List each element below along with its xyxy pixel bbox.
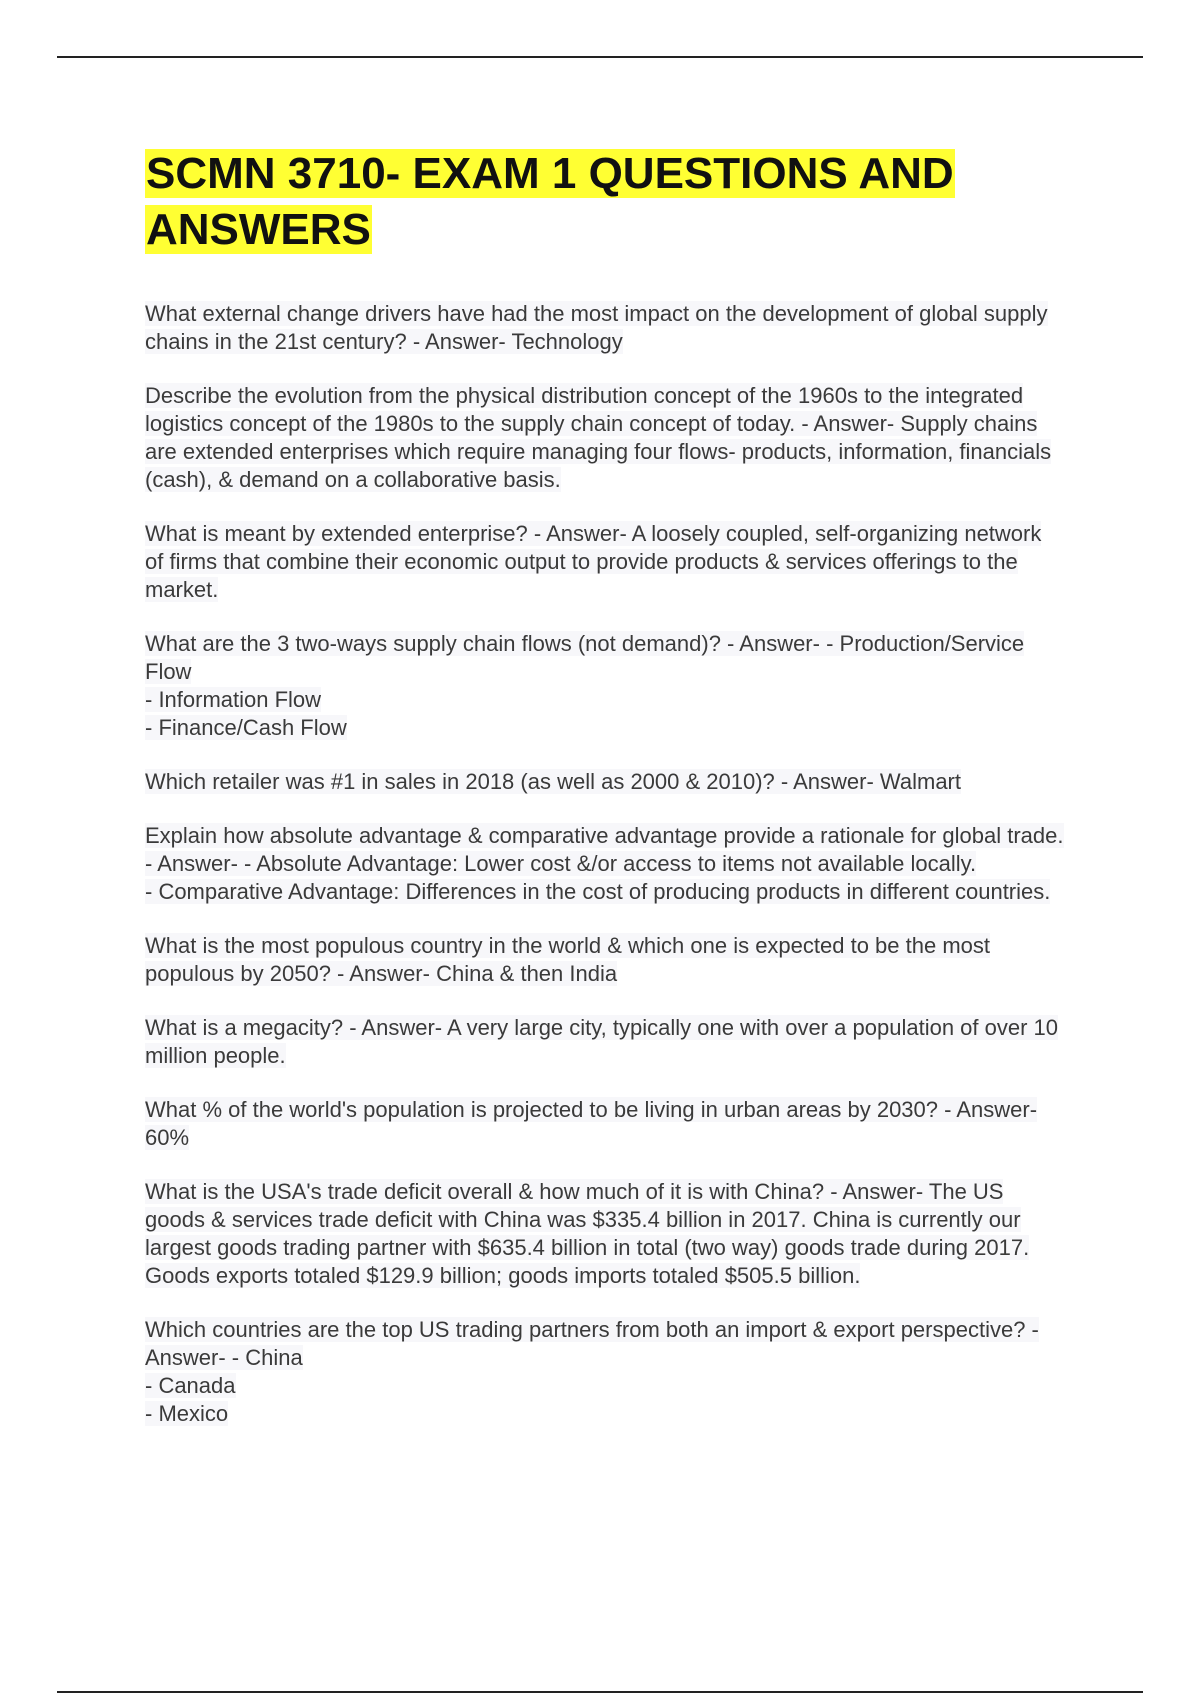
qa-item bbox=[145, 1316, 1065, 1428]
qa-item bbox=[145, 1096, 1065, 1152]
document-title bbox=[145, 146, 1065, 258]
qa-text: What are the 3 two-ways supply chain flows (not demand)? - Answer- - Production/Service Flow - Information Flow - Finance/Cash Flow bbox=[145, 631, 1025, 740]
page-bottom-rule bbox=[57, 1691, 1143, 1693]
qa-text: What is meant by extended enterprise? - Answer- A loosely coupled, self-organizing network of firms that combine their economic output to provide products & services offerings to the market. bbox=[145, 521, 1042, 602]
qa-text: What % of the world's population is projected to be living in urban areas by 2030? - Answer- 60% bbox=[145, 1097, 1038, 1150]
qa-item bbox=[145, 822, 1065, 906]
page-top-rule bbox=[57, 56, 1143, 58]
qa-text: What external change drivers have had the most impact on the development of global supply chains in the 21st century? - Answer- Technology bbox=[145, 301, 1048, 354]
qa-item bbox=[145, 382, 1065, 494]
qa-item bbox=[145, 630, 1065, 742]
qa-item bbox=[145, 768, 1065, 796]
qa-item bbox=[145, 300, 1065, 356]
qa-item bbox=[145, 520, 1065, 604]
qa-item bbox=[145, 1178, 1065, 1290]
qa-text: What is a megacity? - Answer- A very large city, typically one with over a population of over 10 million people. bbox=[145, 1015, 1059, 1068]
qa-text: Explain how absolute advantage & comparative advantage provide a rationale for global trade. - Answer- - Absolute Advantage: Lower cost &/or access to items not available locally. - Comparative Advantage: Differences in the cost of producing products in different countries. bbox=[145, 823, 1064, 904]
document-title-text: SCMN 3710- EXAM 1 QUESTIONS AND ANSWERS bbox=[146, 149, 954, 254]
qa-text: Describe the evolution from the physical distribution concept of the 1960s to the integrated logistics concept of the 1980s to the supply chain concept of today. - Answer- Supply chains are extended enterprises which require managing four flows- products, information, financials (cash), & demand on a collaborative basis. bbox=[145, 383, 1052, 492]
qa-text: What is the most populous country in the world & which one is expected to be the most populous by 2050? - Answer- China & then India bbox=[145, 933, 991, 986]
qa-text: Which retailer was #1 in sales in 2018 (as well as 2000 & 2010)? - Answer- Walmart bbox=[145, 769, 961, 794]
qa-list bbox=[145, 300, 1065, 1428]
qa-text: Which countries are the top US trading partners from both an import & export perspective? - Answer- - China - Canada - Mexico bbox=[145, 1317, 1039, 1426]
qa-item bbox=[145, 932, 1065, 988]
qa-text: What is the USA's trade deficit overall & how much of it is with China? - Answer- The US goods & services trade deficit with China was $335.4 billion in 2017. China is currently our largest goods trading partner with $635.4 billion in total (two way) goods trade during 2017. Goods exports totaled $129.9 billion; goods imports totaled $505.5 billion. bbox=[145, 1179, 1030, 1288]
document-body bbox=[145, 146, 1065, 1454]
qa-item bbox=[145, 1014, 1065, 1070]
